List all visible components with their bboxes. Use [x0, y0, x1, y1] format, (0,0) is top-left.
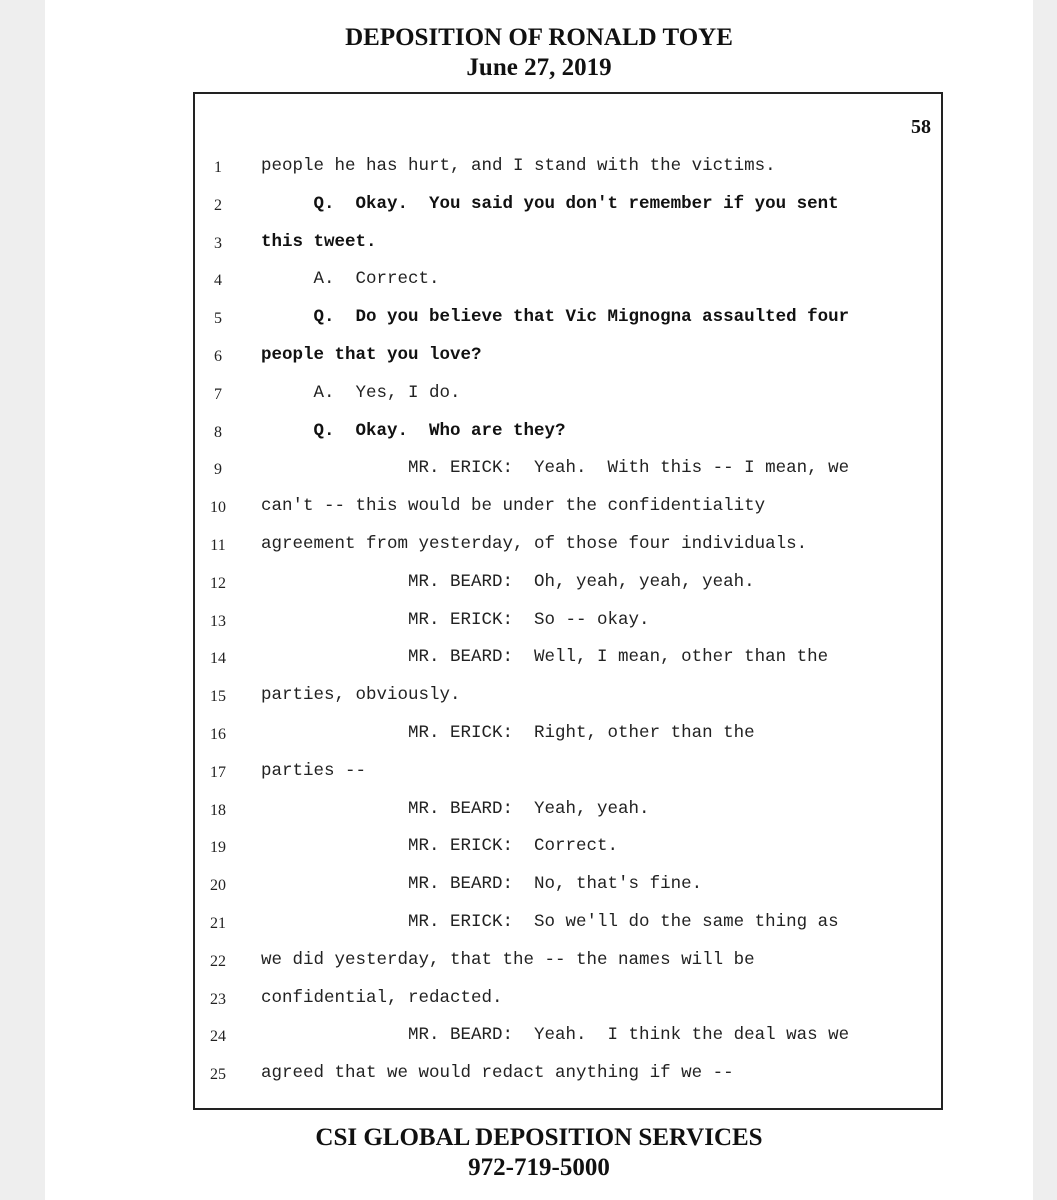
line-text: MR. BEARD: Well, I mean, other than the [261, 647, 829, 668]
line-number: 24 [210, 1028, 226, 1046]
line-number: 11 [210, 537, 226, 554]
transcript-line [195, 458, 941, 482]
transcript-line [195, 1063, 941, 1087]
transcript-line [195, 723, 941, 747]
transcript-line [195, 799, 941, 823]
line-text: Q. Okay. You said you don't remember if you sent [261, 193, 839, 214]
transcript-line [195, 572, 941, 596]
line-number: 18 [210, 801, 226, 819]
transcript-page [45, 0, 1033, 1200]
transcript-line [195, 496, 941, 520]
line-number: 4 [214, 272, 222, 290]
transcript-line [195, 950, 941, 974]
line-text: parties -- [261, 760, 367, 781]
deposition-title: DEPOSITION OF RONALD TOYE [345, 24, 733, 51]
line-text: we did yesterday, that the -- the names will be [261, 949, 755, 970]
transcript-line [195, 647, 941, 671]
transcript-line [195, 156, 941, 180]
line-number: 17 [210, 763, 226, 781]
footer-company: CSI GLOBAL DEPOSITION SERVICES [315, 1124, 763, 1151]
transcript-line [195, 232, 941, 256]
line-text: MR. BEARD: Oh, yeah, yeah, yeah. [261, 571, 755, 592]
transcript-line [195, 194, 941, 218]
line-text: people that you love? [261, 345, 482, 365]
line-number: 8 [214, 423, 222, 441]
line-text: can't -- this would be under the confidentiality [261, 496, 766, 517]
transcript-line [195, 685, 941, 709]
line-number: 13 [210, 612, 226, 630]
line-number: 9 [214, 461, 222, 479]
line-number: 20 [210, 877, 226, 895]
line-text: confidential, redacted. [261, 987, 503, 1008]
transcript-line [195, 912, 941, 936]
line-text: MR. BEARD: Yeah, yeah. [261, 798, 650, 819]
line-number: 5 [214, 310, 222, 328]
line-text: A. Correct. [261, 269, 440, 290]
line-text: MR. ERICK: Right, other than the [261, 723, 755, 743]
transcript-line [195, 874, 941, 898]
transcript-line [195, 383, 941, 407]
line-number: 14 [210, 650, 226, 668]
line-text: Q. Do you believe that Vic Mignogna assaulted four [261, 307, 850, 328]
line-number: 10 [210, 499, 226, 517]
line-number: 21 [210, 915, 226, 932]
transcript-line [195, 1025, 941, 1049]
footer-phone: 972-719-5000 [468, 1154, 610, 1181]
line-text: MR. ERICK: Correct. [261, 836, 619, 857]
line-text: Q. Okay. Who are they? [261, 420, 566, 441]
line-number: 2 [214, 196, 222, 214]
line-number: 12 [210, 574, 226, 592]
transcript-line [195, 836, 941, 860]
line-number: 15 [210, 688, 226, 706]
transcript-line [195, 269, 941, 293]
line-text: MR. ERICK: Yeah. With this -- I mean, we [261, 458, 850, 479]
transcript-box [193, 92, 943, 1110]
line-text: parties, obviously. [261, 685, 461, 706]
transcript-line [195, 610, 941, 634]
line-text: agreement from yesterday, of those four individuals. [261, 534, 808, 554]
line-text: MR. ERICK: So -- okay. [261, 609, 650, 630]
transcript-line [195, 307, 941, 331]
deposition-date: June 27, 2019 [466, 54, 612, 81]
line-text: MR. ERICK: So we'll do the same thing as [261, 912, 839, 932]
line-text: MR. BEARD: No, that's fine. [261, 874, 703, 895]
line-text: MR. BEARD: Yeah. I think the deal was we [261, 1025, 850, 1046]
transcript-line [195, 421, 941, 445]
line-number: 6 [214, 348, 222, 365]
line-number: 25 [210, 1066, 226, 1084]
transcript-line [195, 761, 941, 785]
transcript-line [195, 534, 941, 558]
line-number: 19 [210, 839, 226, 857]
line-number: 7 [214, 385, 222, 403]
line-text: people he has hurt, and I stand with the victims. [261, 156, 776, 176]
line-text: this tweet. [261, 231, 377, 252]
line-number: 22 [210, 952, 226, 970]
line-text: A. Yes, I do. [261, 382, 461, 403]
line-number: 16 [210, 726, 226, 743]
line-number: 1 [214, 159, 222, 176]
line-number: 23 [210, 990, 226, 1008]
transcript-line [195, 988, 941, 1012]
line-number: 3 [214, 234, 222, 252]
transcript-line [195, 345, 941, 369]
line-text: agreed that we would redact anything if we -- [261, 1063, 734, 1084]
page-number: 58 [911, 116, 931, 138]
